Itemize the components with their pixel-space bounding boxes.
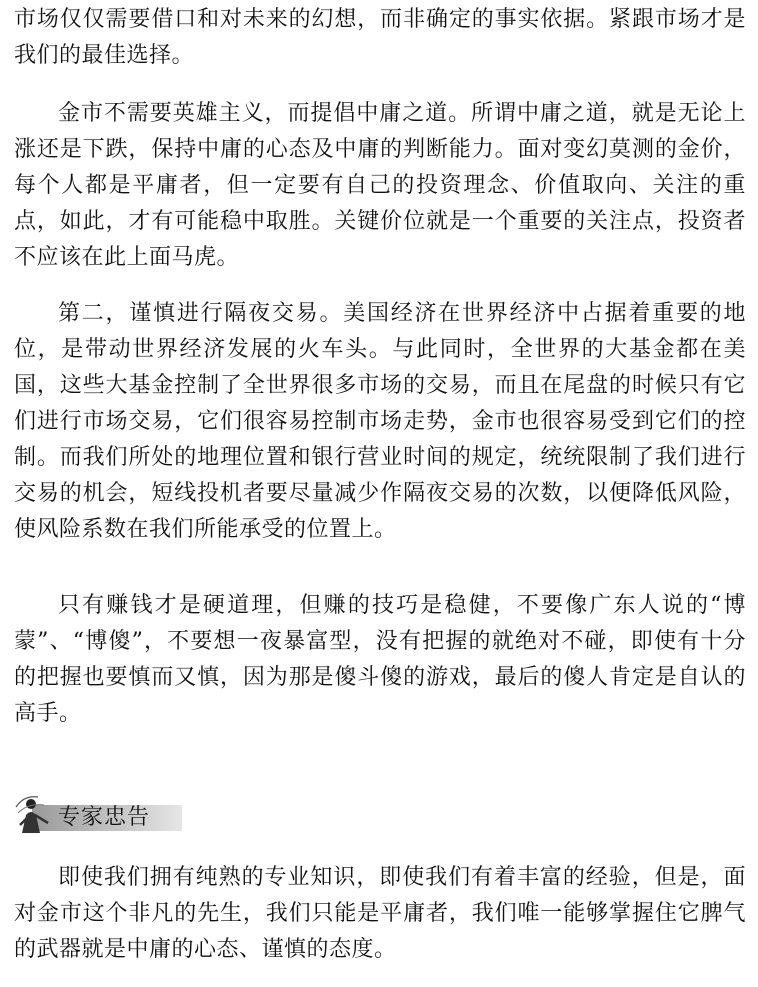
paragraph-2: 金市不需要英雄主义，而提倡中庸之道。所谓中庸之道，就是无论上涨还是下跌，保持中庸的心态及中庸的判断能力。面对变幻莫测的金价，每个人都是平庸者，但一定要有自己的投资理念、价值取向、关注的重点，如此，才有可能稳中取胜。关键价位就是一个重要的关注点，投资者不应该在此上面马虎。: [14, 101, 746, 270]
paragraph-3: 第二，谨慎进行隔夜交易。美国经济在世界经济中占据着重要的地位，是带动世界经济发展的火车头。与此同时，全世界的大基金都在美国，这些大基金控制了全世界很多市场的交易，而且在尾盘的时候只有它们进行市场交易，它们很容易控制市场走势，金市也很容易受到它们的控制。而我们所处的地理位置和银行营业时间的规定，统统限制了我们进行交易的机会，短线投机者要尽量减少作隔夜交易的次数，以便降低风险，使风险系数在我们所能承受的位置上。: [14, 301, 746, 542]
advice-title: 专家忠告: [58, 805, 151, 830]
paragraph-1: 市场仅仅需要借口和对未来的幻想，而非确定的事实依据。紧跟市场才是我们的最佳选择。: [14, 7, 746, 68]
expert-advice-header: [14, 793, 184, 837]
paragraph-5: 即使我们拥有纯熟的专业知识，即使我们有着丰富的经验，但是，面对金市这个非凡的先生，我们只能是平庸者，我们唯一能够掌握住它脾气的武器就是中庸的心态、谨慎的态度。: [14, 865, 746, 962]
expert-figure-icon: [14, 793, 54, 837]
paragraph-4: 只有赚钱才是硬道理，但赚的技巧是稳健，不要像广东人说的“博蒙”、“博傻”，不要想一夜暴富型，没有把握的就绝对不碰，即使有十分的把握也要慎而又慎，因为那是傻斗傻的游戏，最后的傻人肯定是自认的高手。: [14, 593, 746, 726]
